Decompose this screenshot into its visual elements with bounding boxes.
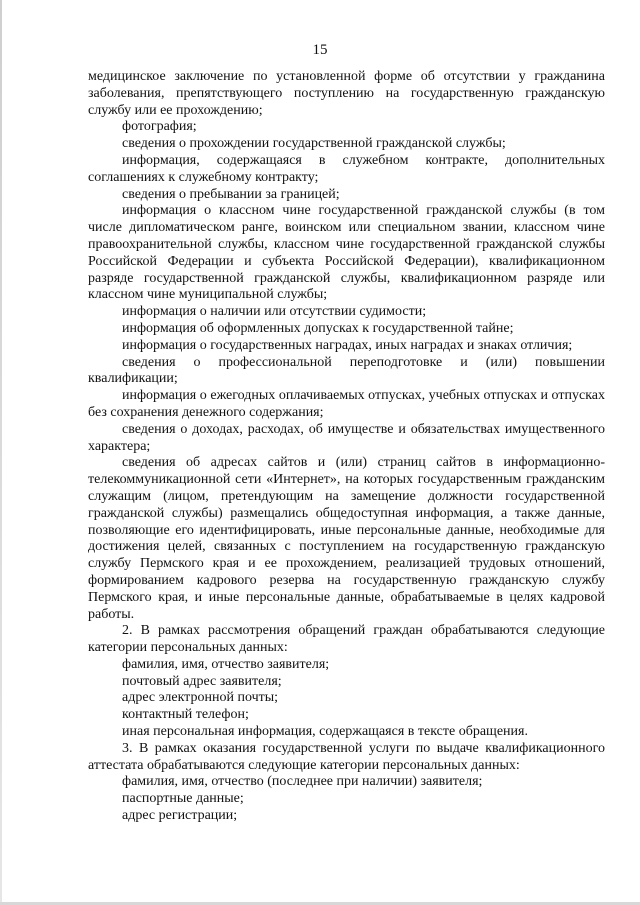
paragraph: почтовый адрес заявителя; xyxy=(122,673,282,689)
scan-edge-left xyxy=(0,0,2,905)
paragraph: информация о ежегодных оплачиваемых отпусках, учебных отпусках и отпусках без сохранения денежного содержания; xyxy=(88,388,605,420)
paragraph: сведения о профессиональной переподготовке и (или) повышении квалификации; xyxy=(88,354,605,387)
paragraph: информация о наличии или отсутствии судимости; xyxy=(122,304,427,320)
paragraph: медицинское заключение по установленной форме об отсутствии у гражданина заболевания, препятствующего поступлению на государственную гражданскую службу или ее прохождению; xyxy=(88,69,605,118)
paragraph: фамилия, имя, отчество заявителя; xyxy=(122,656,330,672)
paragraph: адрес регистрации; xyxy=(122,808,238,824)
paragraph: 3. В рамках оказания государственной услуги по выдаче квалификационного аттестата обрабатываются следующие категории персональных данных: xyxy=(88,740,605,773)
paragraph: информация об оформленных допусках к государственной тайне; xyxy=(122,320,514,336)
paragraph: информация о государственных наградах, иных наградах и знаках отличия; xyxy=(122,337,573,353)
paragraph: 2. В рамках рассмотрения обращений граждан обрабатываются следующие категории персональных данных: xyxy=(88,623,605,656)
page-number: 15 xyxy=(312,42,328,58)
paragraph: сведения о пребывании за границей; xyxy=(122,186,340,202)
paragraph: иная персональная информация, содержащаяся в тексте обращения. xyxy=(122,724,528,740)
paragraph: сведения о прохождении государственной гражданской службы; xyxy=(122,136,506,152)
paragraph: информация о классном чине государственной гражданской службы (в том числе дипломатическом ранге, воинском или специальном звании, классном чине правоохранительной службы, классном чине государственной гражданской службы Российской Федерации и субъекта Российской Федерации), квалификационном разряде государственной гражданской службы, квалификационном разряде или классном чине муниципальной службы; xyxy=(88,203,605,303)
paragraph: адрес электронной почты; xyxy=(122,690,279,706)
paragraph: фамилия, имя, отчество (последнее при наличии) заявителя; xyxy=(122,774,483,790)
paragraph: сведения о доходах, расходах, об имуществе и обязательствах имущественного характера; xyxy=(88,421,605,454)
document-body xyxy=(88,69,605,825)
paragraph: контактный телефон; xyxy=(122,707,249,723)
paragraph: фотография; xyxy=(122,119,197,135)
paragraph: сведения об адресах сайтов и (или) страниц сайтов в информационно-телекоммуникационной сети «Интернет», на которых государственным гражданским служащим (лицом, претендующим на замещение должности государственной гражданской службы) размещались общедоступная информация, а также данные, позволяющие его идентифицировать, иные персональные данные, необходимые для достижения целей, связанных с поступлением на государственную гражданскую службу Пермского края и ее прохождением, реализацией трудовых отношений, формированием кадрового резерва на государственную гражданскую службу Пермского края, и иные персональные данные, обрабатываемые в целях кадровой работы. xyxy=(88,455,605,622)
paragraph: информация, содержащаяся в служебном контракте, дополнительных соглашениях к служебному контракту; xyxy=(88,152,605,185)
paragraph: паспортные данные; xyxy=(122,791,244,807)
